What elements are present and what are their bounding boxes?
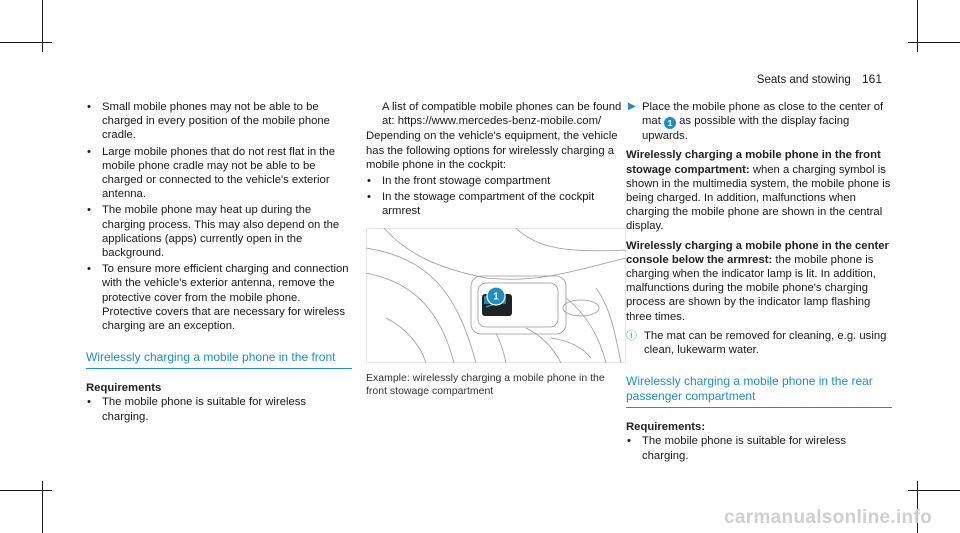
list-item: • The mobile phone may heat up during the charging process. This may also depend on the applications (apps) currently open in the background. [87, 204, 340, 260]
requirements-title: Requirements [86, 382, 162, 395]
callout-number: 1 [493, 291, 499, 303]
list-item: • Large mobile phones that do not rest flat in the mobile phone cradle may not be able to be charged or connected to the vehicle's exterior antenna. [87, 145, 335, 201]
column-left [86, 100, 352, 426]
column-middle [366, 100, 628, 398]
bullet-list [86, 100, 352, 333]
figure-caption: Example: wirelessly charging a mobile phone in the front stowage compartment [366, 371, 605, 397]
crop-mark [908, 42, 960, 43]
list-item: • In the stowage compartment of the cockpit armrest [367, 191, 595, 218]
crop-mark [908, 490, 960, 491]
crop-mark [0, 42, 52, 43]
requirements-list [86, 395, 352, 423]
section-heading: Wirelessly charging a mobile phone in the rear passenger compartment [626, 374, 892, 408]
watermark: carmanualsonline.info [724, 506, 932, 528]
section-title: Seats and stowing [756, 74, 851, 86]
charging-figure [366, 228, 626, 363]
note-paragraph: ⓘ The mat can be removed for cleaning, e.g. using clean, lukewarm water. [626, 329, 887, 357]
crop-mark [42, 481, 43, 533]
page-header [757, 72, 882, 87]
crop-mark [42, 0, 43, 52]
equipment-text: Depending on the vehicle's equipment, the vehicle has the following options for wirelessly charging a mobile phone in the cockpit: [366, 130, 618, 171]
list-item: • The mobile phone is suitable for wireless charging. [87, 396, 307, 423]
section-heading: Wirelessly charging a mobile phone in the front [86, 350, 352, 369]
column-right [626, 100, 892, 465]
list-item: • In the front stowage compartment [367, 175, 551, 188]
callout-number-icon: 1 [664, 117, 676, 129]
requirements-title: Requirements: [626, 421, 706, 434]
step-arrow-icon: ▶ [628, 101, 636, 112]
front-stowage-paragraph: Wirelessly charging a mobile phone in the front stowage compartment: when a charging symbol is shown in the multimedia system, the mobile phone is being charged. In addition, malfunctions when charging the mobile phone are shown in the central display. [626, 149, 891, 233]
center-console-paragraph: Wirelessly charging a mobile phone in the center console below the armrest: the mobile phone is charging when the indicator lamp is lit. In addition, malfunctions during the mobile phone's charging process are shown by the indicator lamp flashing three times. [626, 239, 889, 323]
requirements-list [626, 434, 892, 462]
crop-mark [0, 490, 52, 491]
info-icon: ⓘ [626, 329, 637, 342]
list-item: • The mobile phone is suitable for wireless charging. [627, 435, 847, 462]
list-item: • To ensure more efficient charging and connection with the vehicle's exterior antenna, remove the protective cover from the mobile phone. Protective covers that are necessary for wireless charging are an exception. [87, 263, 349, 333]
list-item: • Small mobile phones may not be able to be charged in every position of the mobile phone cradle. [87, 101, 330, 142]
page-number: 161 [861, 72, 882, 86]
instruction-step: ▶ Place the mobile phone as close to the center of mat 1 as possible with the display facing upwards. [628, 101, 884, 143]
compatible-phones-text: A list of compatible mobile phones can be found at: https://www.mercedes-benz-mobile.com/ [382, 101, 622, 128]
crop-mark [917, 0, 918, 52]
options-list [366, 174, 628, 219]
